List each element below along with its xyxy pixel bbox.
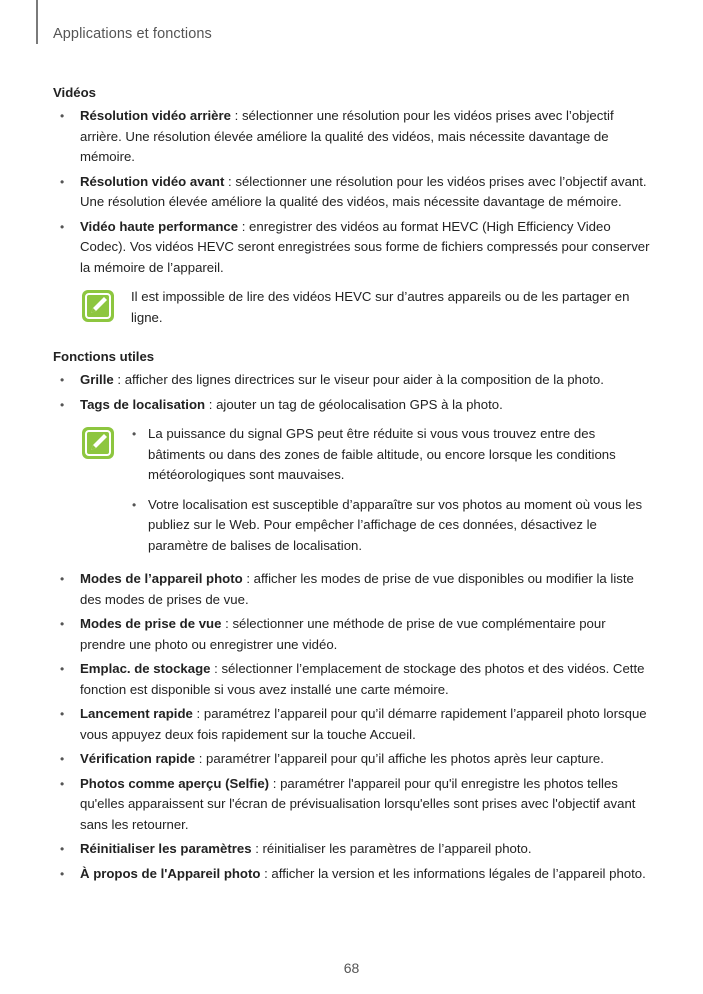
item-term: Résolution vidéo avant [80,173,225,189]
item-text: : afficher la version et les informations légales de l’appareil photo. [260,865,646,881]
item-term: Grille [80,372,114,387]
item-term: Résolution vidéo arrière [80,108,231,123]
item-text: : sélectionner l’emplacement de stockage des photos et des vidéos. Cette fonction est disponible si vous avez installé une carte mémoire. [80,661,645,697]
item-text: : paramétrer l'appareil pour qu'il enregistre les photos telles qu'elles apparaissent sur l'écran de prévisualisation lorsqu'elles sont prises avec l'objectif avant sans les retourner. [80,775,636,832]
bullet-icon: • [132,497,137,512]
item-term: Modes de l’appareil photo [80,571,243,586]
note-pencil-icon [81,426,115,460]
list-item [53,370,651,391]
header-divider [36,0,38,44]
videos-list [53,106,651,278]
list-item [53,395,651,416]
page-number: 68 [343,960,360,976]
bullet-icon: • [60,776,65,791]
item-term: Réinitialiser les paramètres [80,841,252,856]
note-list-item [131,495,651,557]
item-term: Vérification rapide [80,751,196,766]
list-item [53,749,651,770]
item-term: Modes de prise de vue [80,616,222,631]
item-term: Vidéo haute performance [80,218,239,234]
fonctions-list-b [53,569,651,884]
item-term: À propos de l'Appareil photo [80,865,261,881]
item-text: : paramétrer l’appareil pour qu’il affiche les photos après leur capture. [195,751,604,766]
item-term: Emplac. de stockage [80,661,211,676]
page-header: Applications et fonctions [53,26,212,42]
note-box [81,287,651,328]
item-text: : réinitialiser les paramètres de l’appareil photo. [251,841,532,856]
note-text: Il est impossible de lire des vidéos HEVC sur d’autres appareils ou de les partager en ligne. [131,289,630,325]
item-text: : ajouter un tag de géolocalisation GPS à la photo. [205,396,503,412]
list-item [53,106,651,168]
note-list-item [131,424,651,486]
item-term: Tags de localisation [80,396,206,412]
bullet-icon: • [60,662,65,676]
bullet-icon: • [60,842,65,856]
section-heading-fonctions-utiles: Fonctions utiles [53,349,155,364]
bullet-icon: • [60,373,65,387]
fonctions-list-a [53,370,651,415]
list-item [53,569,651,610]
list-item [53,839,651,860]
bullet-icon: • [60,572,65,586]
page-content [53,84,651,884]
bullet-icon: • [132,427,137,441]
list-item [53,659,651,700]
list-item [53,172,651,213]
bullet-icon: • [60,707,65,721]
item-text: : paramétrez l’appareil pour qu’il démarre rapidement l’appareil photo lorsque vous appuyez deux fois rapidement sur la touche Accueil. [80,706,647,742]
note-box [81,424,651,565]
list-item [53,864,651,885]
bullet-icon: • [60,174,65,189]
bullet-icon: • [60,752,65,766]
list-item [53,774,651,836]
item-text: : afficher des lignes directrices sur le viseur pour aider à la composition de la photo. [113,372,604,387]
note-item-text: Votre localisation est susceptible d’apparaître sur vos photos au moment où vous les publiez sur le Web. Pour empêcher l’affichage de ces données, désactivez le paramètre de balises de localisation. [148,496,643,553]
list-item [53,704,651,745]
bullet-icon: • [60,866,65,881]
item-text: : sélectionner une résolution pour les vidéos prises avec l’objectif avant. Une résolution élevée améliore la qualité des vidéos, mais nécessite davantage de mémoire. [80,173,647,209]
note-item-text: La puissance du signal GPS peut être réduite si vous vous trouvez entre des bâtiments ou dans des zones de faible altitude, ou encore lorsque les conditions météorologiques sont mauvaises. [148,426,616,482]
item-term: Photos comme aperçu (Selfie) [80,775,270,791]
item-term: Lancement rapide [80,706,193,721]
note-list [131,424,651,565]
note-pencil-icon [81,289,115,323]
bullet-icon: • [60,617,65,631]
item-text: : sélectionner une résolution pour les vidéos prises avec l’objectif arrière. Une résolution élevée améliore la qualité des vidéos, mais nécessite davantage de mémoire. [80,108,614,164]
bullet-icon: • [60,219,65,234]
item-text: : afficher les modes de prise de vue disponibles ou modifier la liste des modes de prises de vue. [80,571,634,607]
bullet-icon: • [60,109,65,123]
list-item [53,217,651,279]
section-heading-videos: Vidéos [53,85,97,100]
item-text: : enregistrer des vidéos au format HEVC (High Efficiency Video Codec). Vos vidéos HEVC seront enregistrées sous forme de fichiers compressés pour conserver la mémoire de l’appareil. [80,218,650,275]
item-text: : sélectionner une méthode de prise de vue complémentaire pour prendre une photo ou enregistrer une vidéo. [80,616,606,652]
list-item [53,614,651,655]
bullet-icon: • [60,397,65,412]
